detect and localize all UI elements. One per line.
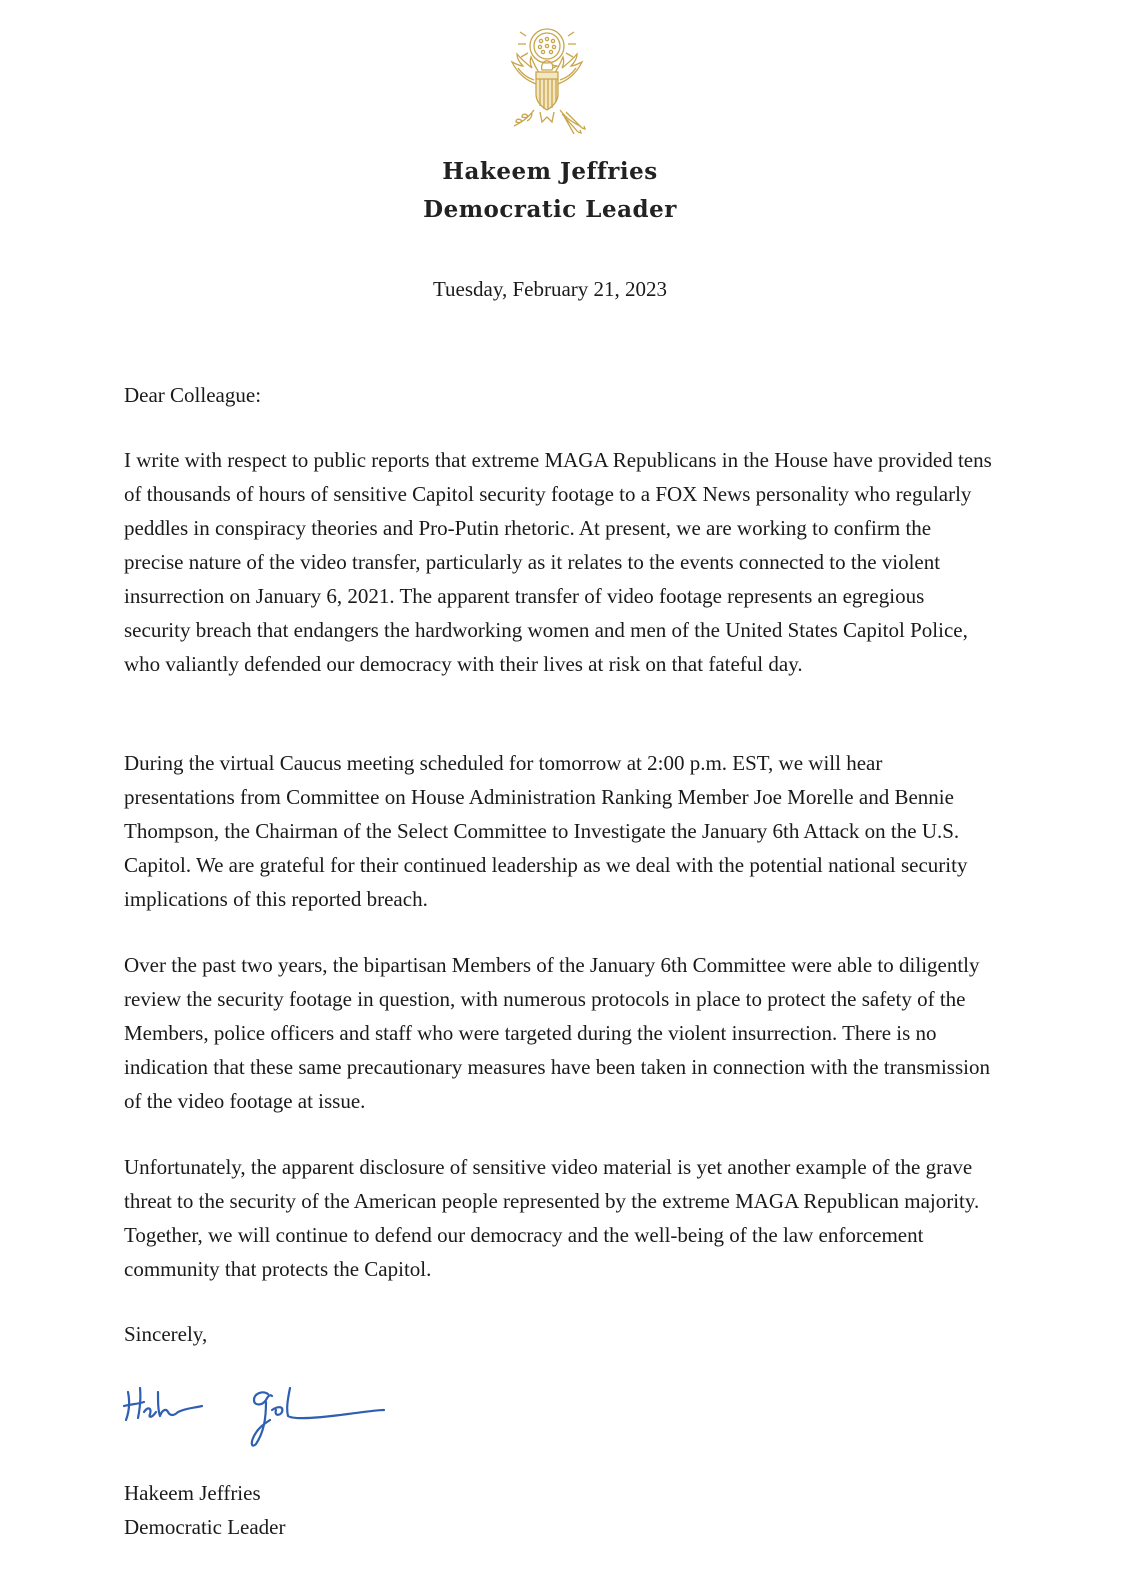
- signatory-name: Hakeem Jeffries: [124, 1481, 261, 1505]
- great-seal-eagle-icon: [482, 22, 612, 144]
- body-paragraph-1: I write with respect to public reports that extreme MAGA Republicans in the House have provided tens of thousands of hours of sensitive Capitol security footage to a FOX News personality who regularly peddles in conspiracy theories and Pro-Putin rhetoric. At present, we are working to confirm the precise nature of the video transfer, particularly as it relates to the events connected to the violent insurrection on January 6, 2021. The apparent transfer of video footage represents an egregious security breach that endangers the hardworking women and men of the United States Capitol Police, who valiantly defended our democracy with their lives at risk on that fateful day.: [124, 448, 992, 676]
- handwritten-signature-icon: [118, 1372, 388, 1454]
- letter-date: Tuesday, February 21, 2023: [432, 277, 668, 301]
- body-paragraph-4: Unfortunately, the apparent disclosure of sensitive video material is yet another example of the grave threat to the security of the American people represented by the extreme MAGA Republican majority. Together, we will continue to defend our democracy and the well-being of the law enforcement community that protects the Capitol.: [124, 1155, 980, 1281]
- letterhead-name: Hakeem Jeffries: [442, 158, 658, 185]
- closing: Sincerely,: [124, 1322, 208, 1346]
- body-paragraph-2: During the virtual Caucus meeting scheduled for tomorrow at 2:00 p.m. EST, we will hear presentations from Committee on House Administration Ranking Member Joe Morelle and Bennie Thompson, the Chairman of the Select Committee to Investigate the January 6th Attack on the U.S. Capitol. We are grateful for their continued leadership as we deal with the potential national security implications of this reported breach.: [124, 751, 968, 911]
- signatory-title: Democratic Leader: [124, 1515, 286, 1539]
- letterhead-title: Democratic Leader: [423, 196, 677, 223]
- salutation: Dear Colleague:: [124, 383, 262, 407]
- body-paragraph-3: Over the past two years, the bipartisan Members of the January 6th Committee were able to diligently review the security footage in question, with numerous protocols in place to protect the safety of the Members, police officers and staff who were targeted during the violent insurrection. There is no indication that these same precautionary measures have been taken in connection with the transmission of the video footage at issue.: [124, 953, 990, 1113]
